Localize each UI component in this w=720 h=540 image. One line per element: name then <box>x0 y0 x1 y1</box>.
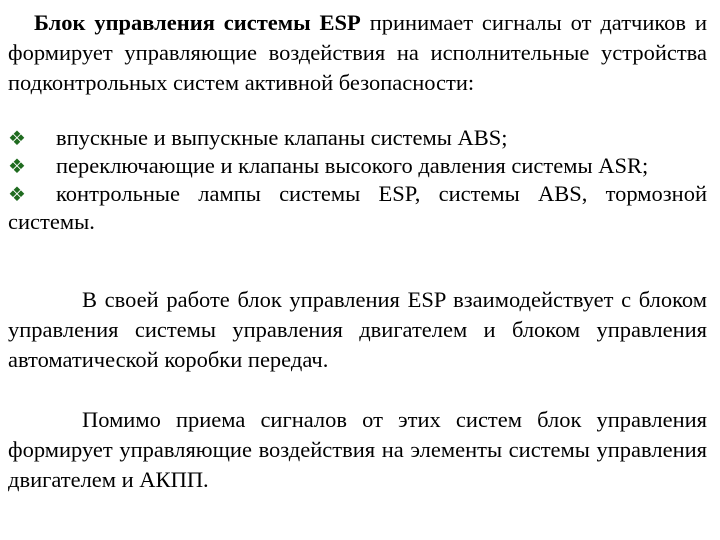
bullet-text: впускные и выпускные клапаны системы ABS; <box>56 125 508 150</box>
intro-paragraph <box>8 8 707 98</box>
bullet-item <box>8 180 707 235</box>
paragraph-control: Помимо приема сигналов от этих систем блок управления формирует управляющие воздействия на элементы системы управления двигателем и АКПП. <box>8 407 707 492</box>
paragraph-interaction: В своей работе блок управления ESP взаимодействует с блоком управления системы управления двигателем и блоком управления автоматической коробки передач. <box>8 287 707 372</box>
bullet-item <box>8 152 707 180</box>
intro-text: принимает сигналы от датчиков и формирует управляющие воздействия на исполнительные устройства подконтрольных систем активной безопасности: <box>8 10 707 95</box>
diamond-bullet-icon: ❖ <box>8 154 26 178</box>
intro-bold-text: Блок управления системы ESP <box>34 10 361 35</box>
diamond-bullet-icon: ❖ <box>8 126 26 150</box>
slide-content <box>8 8 707 495</box>
diamond-bullet-icon: ❖ <box>8 182 26 206</box>
bullet-text: переключающие и клапаны высокого давления системы ASR; <box>56 153 649 178</box>
bullet-item <box>8 124 707 152</box>
bullet-list <box>8 124 707 235</box>
bullet-text: контрольные лампы системы ESP, системы ABS, тормозной системы. <box>8 181 707 234</box>
